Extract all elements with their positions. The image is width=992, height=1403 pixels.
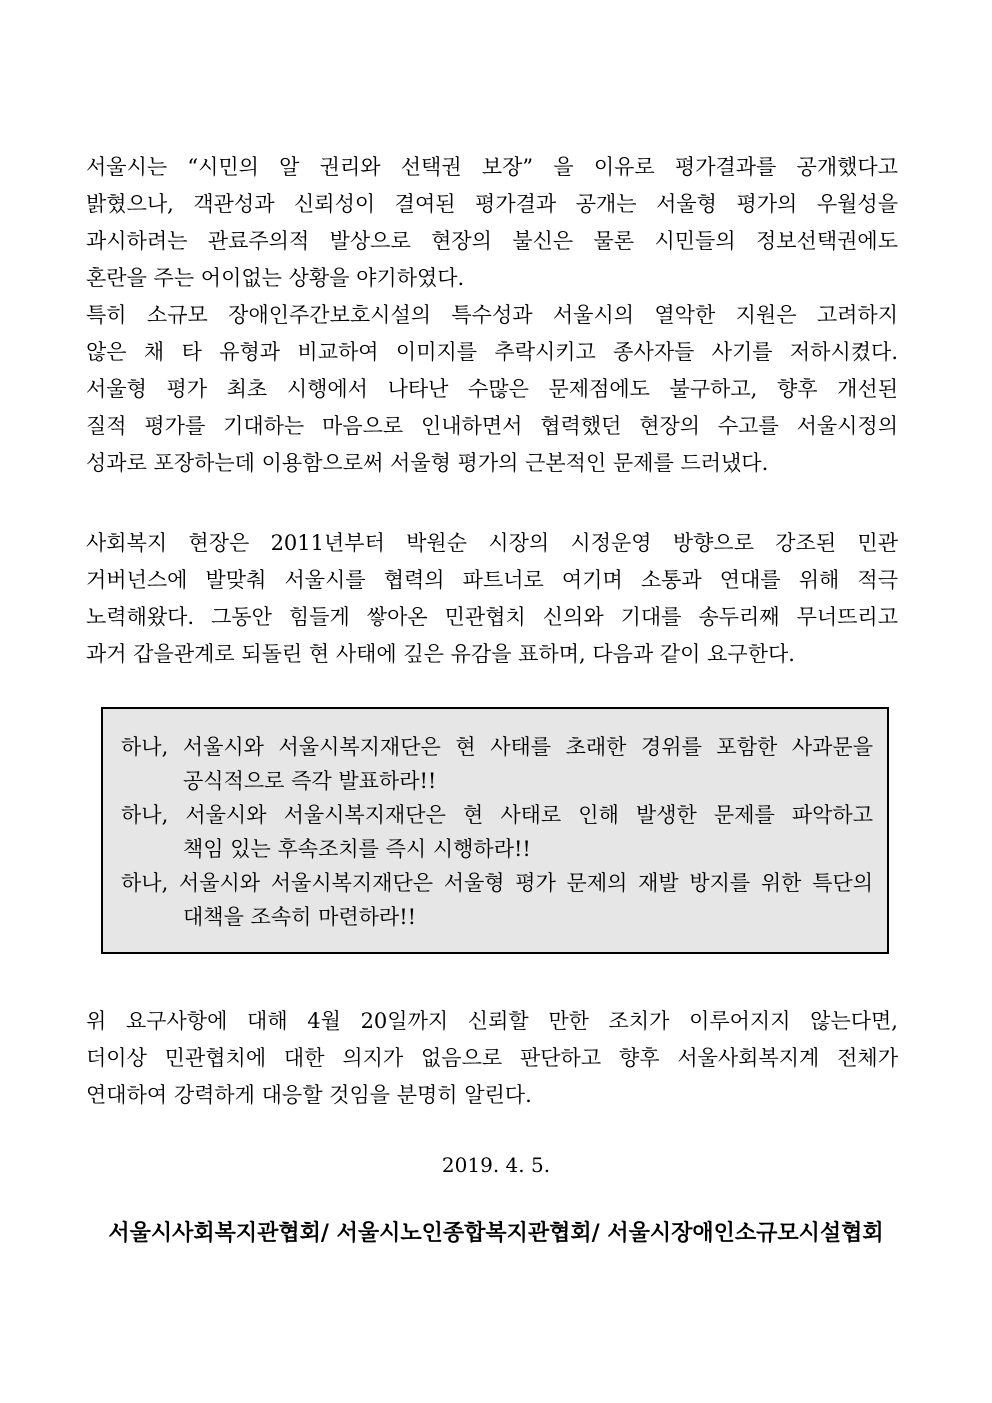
- demands-box: [101, 707, 889, 954]
- signing-organizations: 서울시사회복지관협회/ 서울시노인종합복지관협회/ 서울시장애인소규모시설협회: [108, 1220, 884, 1246]
- paragraph-governance: [86, 525, 898, 673]
- demand-line-continued: 책임 있는 후속조치를 즉시 시행하라!!: [183, 837, 531, 861]
- demand-line: 하나, 서울시와 서울시복지재단은 현 사태로 인해 발생한 문제를 파악하고: [121, 803, 873, 827]
- paragraph-line: 않은 채 타 유형과 비교하여 이미지를 추락시키고 종사자들 사기를 저하시켰다.: [86, 340, 898, 364]
- demand-item: [121, 866, 873, 934]
- paragraph-line: 거버넌스에 발맞춰 서울시를 협력의 파트너로 여기며 소통과 연대를 위해 적극: [86, 568, 898, 592]
- paragraph-line: 서울시는 “시민의 알 권리와 선택권 보장” 을 이유로 평가결과를 공개했다고: [86, 155, 898, 179]
- demand-line-continued: 공식적으로 즉각 발표하라!!: [183, 769, 437, 793]
- paragraph-line: 과거 갑을관계로 되돌린 현 사태에 깊은 유감을 표하며, 다음과 같이 요구한다.: [86, 642, 795, 666]
- paragraph-line: 혼란을 주는 어이없는 상황을 야기하였다.: [86, 266, 465, 290]
- demand-item: [121, 798, 873, 866]
- paragraph-line: 성과로 포장하는데 이용함으로써 서울형 평가의 근본적인 문제를 드러냈다.: [86, 451, 769, 475]
- paragraph-line: 질적 평가를 기대하는 마음으로 인내하면서 협력했던 현장의 수고를 서울시정의: [86, 414, 898, 438]
- document-date: 2019. 4. 5.: [441, 1153, 551, 1177]
- demand-line-continued: 대책을 조속히 마련하라!!: [183, 905, 417, 929]
- demand-line: 하나, 서울시와 서울시복지재단은 서울형 평가 문제의 재발 방지를 위한 특단의: [121, 871, 873, 895]
- paragraph-line: 사회복지 현장은 2011년부터 박원순 시장의 시정운영 방향으로 강조된 민관: [86, 531, 898, 555]
- paragraph-line: 위 요구사항에 대해 4월 20일까지 신뢰할 만한 조치가 이루어지지 않는다면,: [86, 1009, 898, 1033]
- paragraph-line: 밝혔으나, 객관성과 신뢰성이 결여된 평가결과 공개는 서울형 평가의 우월성을: [86, 192, 898, 216]
- paragraph-line: 특히 소규모 장애인주간보호시설의 특수성과 서울시의 열악한 지원은 고려하지: [86, 303, 898, 327]
- paragraph-line: 서울형 평가 최초 시행에서 나타난 수많은 문제점에도 불구하고, 향후 개선된: [86, 377, 898, 401]
- demand-item: [121, 730, 873, 798]
- paragraph-criticism: [86, 149, 898, 482]
- paragraph-line: 과시하려는 관료주의적 발상으로 현장의 불신은 물론 시민들의 정보선택권에도: [86, 229, 898, 253]
- paragraph-ultimatum: [86, 1003, 898, 1114]
- paragraph-line: 연대하여 강력하게 대응할 것임을 분명히 알린다.: [86, 1083, 532, 1107]
- paragraph-line: 더이상 민관협치에 대한 의지가 없음으로 판단하고 향후 서울사회복지계 전체가: [86, 1046, 898, 1070]
- paragraph-line: 노력해왔다. 그동안 힘들게 쌓아온 민관협치 신의와 기대를 송두리째 무너뜨리고: [86, 605, 898, 629]
- demand-line: 하나, 서울시와 서울시복지재단은 현 사태를 초래한 경위를 포함한 사과문을: [121, 735, 873, 759]
